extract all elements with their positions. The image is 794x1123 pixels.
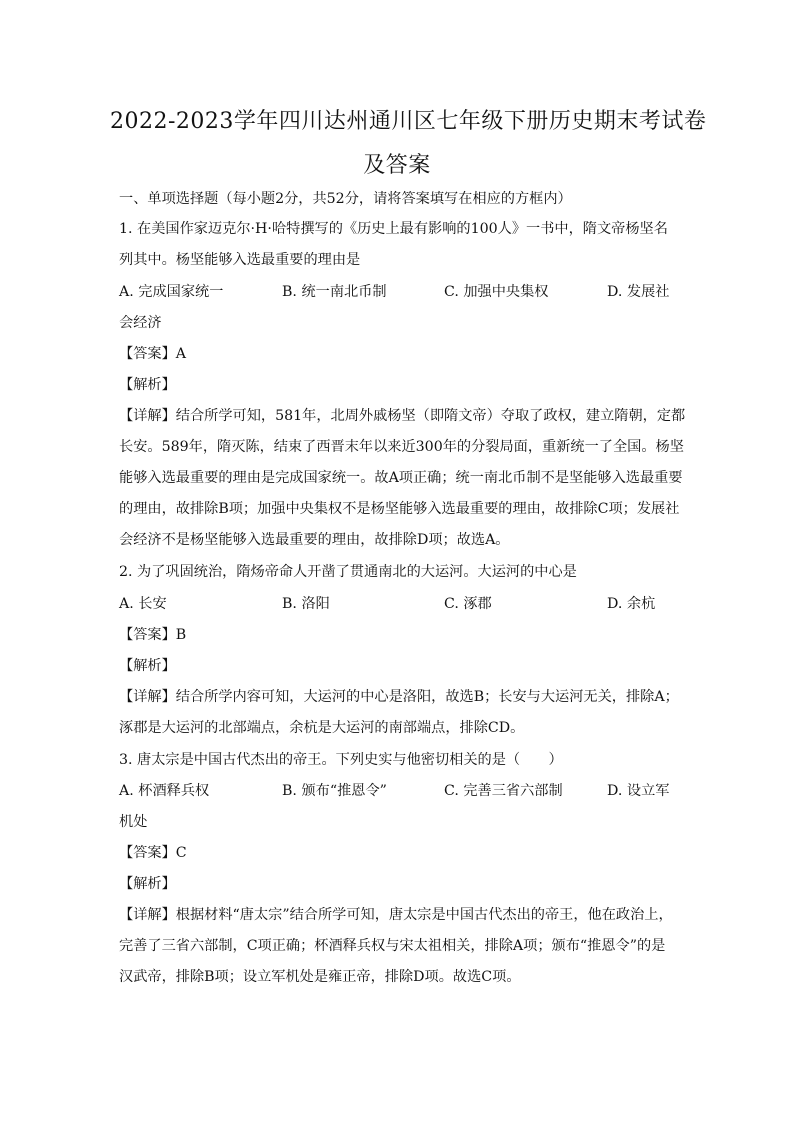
question-2-analysis-label: 【解析】 <box>119 658 176 674</box>
question-2-option-a: A. 长安 <box>119 596 167 612</box>
question-3-answer: 【答案】C <box>119 845 187 861</box>
question-2-detail-line-2: 涿郡是大运河的北部端点，余杭是大运河的南部端点，排除CD。 <box>119 720 525 736</box>
question-3-stem-line-1: 3. 唐太宗是中国古代杰出的帝王。下列史实与他密切相关的是（ ） <box>119 752 563 768</box>
question-1-answer: 【答案】A <box>119 346 186 362</box>
question-1-option-c: C. 加强中央集权 <box>444 284 549 300</box>
document-title-line-2: 及答案 <box>363 153 431 178</box>
question-1-detail-line-3: 能够入选最重要的理由是完成国家统一。故A项正确；统一南北币制不是坚能够入选最重要 <box>119 470 683 486</box>
question-3-option-a: A. 杯酒释兵权 <box>119 783 210 799</box>
question-2-detail-line-1: 【详解】结合所学内容可知，大运河的中心是洛阳，故选B；长安与大运河无关，排除A； <box>119 689 679 705</box>
question-1-detail-line-2: 长安。589年，隋灭陈，结束了西晋末年以来近300年的分裂局面，重新统一了全国。杨坚 <box>119 439 684 455</box>
question-3-option-continuation: 机处 <box>119 814 148 830</box>
question-1-detail-line-1: 【详解】结合所学可知，581年，北周外戚杨坚（即隋文帝）夺取了政权，建立隋朝，定都 <box>119 408 686 424</box>
document-title-line-1: 2022-2023学年四川达州通川区七年级下册历史期末考试卷 <box>110 109 707 134</box>
question-1-analysis-label: 【解析】 <box>119 377 176 393</box>
question-1-option-a: A. 完成国家统一 <box>119 284 224 300</box>
section-heading: 一、单项选择题（每小题2分，共52分，请将答案填写在相应的方框内） <box>119 191 572 207</box>
question-2-option-d: D. 余杭 <box>607 596 656 612</box>
question-1-detail-line-5: 会经济不是杨坚能够入选最重要的理由，故排除D项；故选A。 <box>119 532 510 548</box>
question-3-option-c: C. 完善三省六部制 <box>444 783 563 799</box>
question-3-detail-line-2: 完善了三省六部制，C项正确；杯酒释兵权与宋太祖相关，排除A项；颁布“推恩令”的是 <box>119 938 666 954</box>
question-3-detail-line-3: 汉武帝，排除B项；设立军机处是雍正帝，排除D项。故选C项。 <box>119 969 521 985</box>
question-3-option-b: B. 颁布“推恩令” <box>282 783 387 799</box>
question-3-analysis-label: 【解析】 <box>119 876 176 892</box>
question-1-stem-line-2: 列其中。杨坚能够入选最重要的理由是 <box>119 252 361 268</box>
question-2-answer: 【答案】B <box>119 627 187 643</box>
question-3-detail-line-1: 【详解】根据材料“唐太宗”结合所学可知，唐太宗是中国古代杰出的帝王，他在政治上， <box>119 907 673 923</box>
question-2-stem-line-1: 2. 为了巩固统治，隋炀帝命人开凿了贯通南北的大运河。大运河的中心是 <box>119 564 577 580</box>
question-1-stem-line-1: 1. 在美国作家迈克尔·H·哈特撰写的《历史上最有影响的100人》一书中，隋文帝杨坚名 <box>119 221 668 237</box>
question-3-option-d: D. 设立军 <box>607 783 670 799</box>
question-1-detail-line-4: 的理由，故排除B项；加强中央集权不是杨坚能够入选最重要的理由，故排除C项；发展社 <box>119 501 680 517</box>
question-1-option-d: D. 发展社 <box>607 284 670 300</box>
question-2-option-b: B. 洛阳 <box>282 596 330 612</box>
question-2-option-c: C. 涿郡 <box>444 596 492 612</box>
question-1-option-continuation: 会经济 <box>119 315 162 331</box>
question-1-option-b: B. 统一南北币制 <box>282 284 387 300</box>
